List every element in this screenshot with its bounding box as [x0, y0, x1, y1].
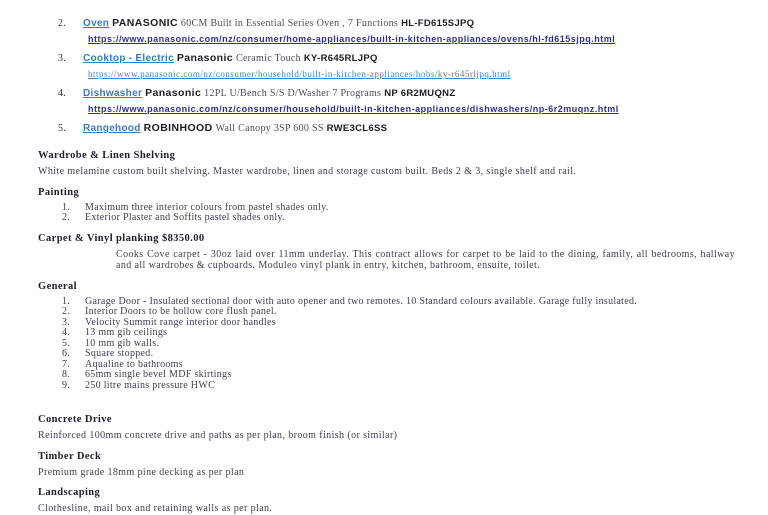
rangehood-link[interactable]: Rangehood	[83, 123, 141, 134]
list-number: 1.	[62, 295, 71, 307]
appliance-row-dishwasher	[38, 87, 735, 114]
list-item-text: Interior Doors to be hollow core flush panel.	[85, 306, 277, 317]
list-item-text: Square stopped.	[85, 348, 154, 359]
appliance-description: 60CM Built in Essential Series Oven , 7 Functions	[180, 18, 399, 29]
url-line	[88, 33, 735, 44]
list-item	[62, 307, 735, 318]
list-item-text: Aqualine to bathrooms	[85, 358, 183, 370]
list-item	[62, 349, 735, 360]
section-painting	[38, 187, 735, 224]
list-number: 2.	[62, 212, 71, 223]
list-number: 2.	[62, 306, 71, 317]
brand-name: Panasonic	[176, 52, 234, 64]
list-item	[62, 328, 735, 339]
section-body: Clothesline, mail box and retaining walls as per plan.	[38, 503, 273, 514]
list-number: 4.	[58, 88, 67, 99]
section-heading: Carpet & Vinyl planking $8350.00	[38, 232, 205, 244]
model-number: RWE3CL6SS	[326, 123, 388, 134]
section-heading: General	[38, 280, 77, 292]
appliance-line	[58, 52, 735, 65]
list-number: 1.	[62, 201, 71, 213]
list-item-text: Garage Door - Insulated sectional door with auto opener and two remotes. 10 Standard colours available. Garage fully insulated.	[85, 295, 638, 307]
list-number: 4.	[62, 327, 71, 338]
section-heading: Concrete Drive	[38, 414, 112, 425]
brand-name: ROBINHOOD	[143, 122, 213, 134]
list-item-text: 65mm single bevel MDF skirtings	[85, 369, 232, 380]
list-number: 5.	[62, 337, 71, 349]
section-timber-deck	[38, 451, 735, 479]
url-line	[88, 103, 735, 114]
appliance-line	[58, 17, 735, 30]
list-item	[62, 370, 735, 381]
list-number: 6.	[62, 348, 71, 359]
section-carpet	[38, 233, 735, 272]
cooktop-link[interactable]: Cooktop - Electric	[83, 53, 174, 64]
oven-url-link[interactable]: https://www.panasonic.com/nz/consumer/home-appliances/built-in-kitchen-appliances/ovens/hl-fd615sjpq.html	[88, 34, 616, 44]
section-body: Reinforced 100mm concrete drive and paths as per plan, broom finish (or similar)	[38, 430, 398, 441]
dishwasher-link[interactable]: Dishwasher	[83, 88, 143, 99]
appliance-list	[38, 17, 735, 135]
appliance-row-oven	[38, 17, 735, 44]
general-list	[62, 297, 735, 392]
section-landscaping	[38, 487, 735, 515]
section-heading: Wardrobe & Linen Shelving	[38, 150, 176, 161]
list-number: 7.	[62, 358, 71, 370]
list-number: 3.	[62, 316, 71, 328]
list-item-text: 10 mm gib walls.	[85, 337, 160, 349]
list-item	[62, 213, 735, 224]
section-body: Cooks Cove carpet - 30oz laid over 11mm underlay. This contract allows for carpet to be laid to the dining, family, all bedrooms, hallway and all wardrobes & cupboards. Moduleo vinyl plank in entry, kitchen, bathroom, ensuite, toilet.	[116, 248, 735, 271]
list-number: 9.	[62, 379, 71, 391]
appliance-line	[58, 87, 735, 100]
list-number: 3.	[58, 53, 67, 64]
list-number: 8.	[62, 369, 71, 380]
list-number: 2.	[58, 18, 67, 29]
appliance-description: Wall Canopy 3SP 600 SS	[215, 123, 324, 134]
model-number: NP 6R2MUQNZ	[384, 88, 456, 99]
appliance-row-cooktop	[38, 52, 735, 79]
appliance-row-rangehood	[38, 122, 735, 135]
section-body: Premium grade 18mm pine decking as per plan	[38, 466, 245, 478]
model-number: KY-R645RLJPQ	[303, 53, 378, 64]
section-concrete-drive	[38, 414, 735, 442]
brand-name: Panasonic	[145, 87, 202, 99]
cooktop-url-link[interactable]: https://www.panasonic.com/nz/consumer/household/built-in-kitchen-appliances/hobs/ky-r645rljpq.html	[88, 69, 511, 79]
appliance-description: Ceramic Touch	[235, 53, 301, 64]
list-item-text: Maximum three interior colours from pastel shades only.	[85, 201, 329, 213]
list-number: 5.	[58, 123, 67, 134]
section-heading: Painting	[38, 186, 80, 198]
brand-name: PANASONIC	[112, 17, 178, 29]
section-general	[38, 281, 735, 392]
url-line	[88, 68, 735, 79]
list-item-text: Velocity Summit range interior door handles	[85, 316, 276, 328]
list-item-text: Exterior Plaster and Soffits pastel shades only.	[85, 212, 285, 223]
list-item	[62, 381, 735, 392]
list-item	[62, 339, 735, 350]
oven-link[interactable]: Oven	[83, 18, 110, 29]
painting-list	[62, 203, 735, 224]
section-heading: Landscaping	[38, 487, 101, 498]
appliance-description: 12PL U/Bench S/S D/Washer 7 Programs	[204, 88, 382, 99]
model-number: HL-FD615SJPQ	[401, 18, 475, 29]
appliance-line	[58, 122, 735, 135]
list-item-text: 13 mm gib ceilings	[85, 327, 168, 338]
dishwasher-url-link[interactable]: https://www.panasonic.com/nz/consumer/household/built-in-kitchen-appliances/dishwashers/np-6r2muqnz.html	[88, 104, 619, 114]
section-body: White melamine custom built shelving. Master wardrobe, linen and storage custom built. Beds 2 & 3, single shelf and rail.	[38, 166, 577, 177]
section-wardrobe	[38, 150, 735, 178]
list-item-text: 250 litre mains pressure HWC	[85, 379, 216, 391]
section-heading: Timber Deck	[38, 450, 102, 462]
